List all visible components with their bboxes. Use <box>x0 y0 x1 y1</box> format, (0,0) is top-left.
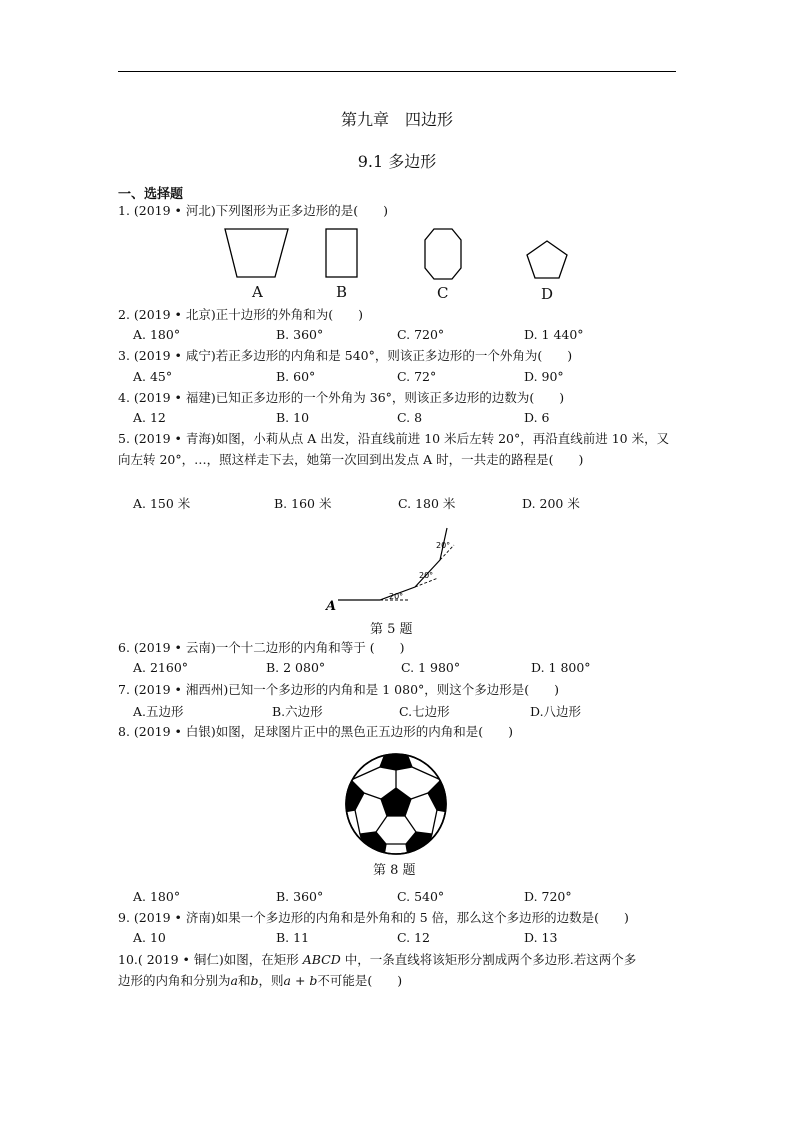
point-a-label: A <box>326 599 337 614</box>
q2-options <box>133 327 678 345</box>
question-8: 8. (2019 • 白银)如图，足球图片正中的黑色正五边形的内角和是( ) <box>118 724 514 739</box>
section-heading: 一、选择题 <box>118 187 184 202</box>
q1-shapes-figure <box>215 222 575 304</box>
option-c: C. 540° <box>397 889 445 904</box>
question-9: 9. (2019 • 济南)如果一个多边形的内角和是外角和的 5 倍，那么这个多边形的边数是( ) <box>118 910 629 925</box>
option-b: B. 360° <box>276 889 324 904</box>
q5-path-figure <box>320 520 460 615</box>
q4-options <box>133 410 678 428</box>
question-5: 5. (2019 • 青海)如图，小莉从点 A 出发，沿直线前进 10 米后左转 20°，再沿直线前进 10 米，又向左转 20°，…，照这样走下去，她第一次回到出发点 A 时，一共走的路程是( ) <box>118 431 670 467</box>
option-b: B. 60° <box>276 369 316 384</box>
angle-label-1: 20° <box>389 592 404 601</box>
angle-label-2: 20° <box>419 571 434 580</box>
option-c: C.七边形 <box>399 704 450 719</box>
option-b: B. 2 080° <box>266 660 326 675</box>
q5-options <box>133 494 678 512</box>
q7-options <box>133 702 678 720</box>
option-c: C. 720° <box>397 327 445 342</box>
q6-options <box>133 660 678 678</box>
option-d: D. 13 <box>524 930 558 945</box>
option-b: B. 360° <box>276 327 324 342</box>
octagon-shape <box>425 229 461 279</box>
option-c: C. 72° <box>397 369 437 384</box>
q1-label-a: A <box>252 283 263 301</box>
option-a: A. 2160° <box>133 660 189 675</box>
q10-text-4: 和 <box>237 973 251 988</box>
option-a: A. 45° <box>133 369 173 384</box>
option-a: A. 12 <box>133 410 166 425</box>
option-d: D. 90° <box>524 369 564 384</box>
q10-text-6: 不可能是( ) <box>317 973 403 988</box>
question-1: 1. (2019 • 河北)下列图形为正多边形的是( ) <box>118 203 389 218</box>
angle-label-3: 20° <box>436 541 451 550</box>
option-c: C. 180 米 <box>398 496 456 511</box>
q8-options <box>133 889 678 907</box>
section-title: 9.1 多边形 <box>357 152 437 171</box>
question-6: 6. (2019 • 云南)一个十二边形的内角和等于 ( ) <box>118 640 405 655</box>
pentagon-shape <box>527 241 567 278</box>
option-b: B. 10 <box>276 410 310 425</box>
option-b: B.六边形 <box>272 704 323 719</box>
option-c: C. 12 <box>397 930 430 945</box>
chapter-title: 第九章 四边形 <box>340 110 453 129</box>
option-d: D. 200 米 <box>522 496 580 511</box>
question-10-line-1 <box>118 951 678 969</box>
header-rule <box>118 71 676 72</box>
option-d: D. 6 <box>524 410 550 425</box>
option-d: D. 1 440° <box>524 327 584 342</box>
question-4: 4. (2019 • 福建)已知正多边形的一个外角为 36°，则该正多边形的边数为( ) <box>118 390 565 405</box>
option-a: A. 180° <box>133 327 181 342</box>
option-a: A. 180° <box>133 889 181 904</box>
q3-options <box>133 369 678 387</box>
q1-label-d: D <box>541 285 554 303</box>
var-b: b <box>250 973 259 988</box>
option-d: D.八边形 <box>530 704 582 719</box>
walking-path <box>338 528 447 600</box>
q9-options <box>133 930 678 948</box>
option-a: A. 10 <box>133 930 166 945</box>
q10-text-1: 10.( 2019 • 铜仁)如图，在矩形 <box>118 952 303 967</box>
q5-figure-caption: 第 5 题 <box>370 622 413 637</box>
option-c: C. 8 <box>397 410 423 425</box>
q1-label-b: B <box>336 283 348 301</box>
option-a: A. 150 米 <box>133 496 191 511</box>
option-b: B. 11 <box>276 930 310 945</box>
var-a: a <box>230 973 238 988</box>
option-b: B. 160 米 <box>274 496 332 511</box>
question-7: 7. (2019 • 湘西州)已知一个多边形的内角和是 1 080°，则这个多边形是( ) <box>118 682 560 697</box>
q1-label-c: C <box>437 284 449 302</box>
q10-text-3: 边形的内角和分别为 <box>118 973 231 988</box>
trapezoid-shape <box>225 229 288 277</box>
q8-figure-caption: 第 8 题 <box>373 863 416 878</box>
var-sum: a + b <box>283 973 318 988</box>
rectangle-shape <box>326 229 357 277</box>
option-a: A.五边形 <box>133 704 184 719</box>
option-d: D. 1 800° <box>531 660 591 675</box>
q10-text-2: 中，一条直线将该矩形分割成两个多边形.若这两个多 <box>340 952 637 967</box>
question-2: 2. (2019 • 北京)正十边形的外角和为( ) <box>118 307 364 322</box>
option-d: D. 720° <box>524 889 572 904</box>
option-c: C. 1 980° <box>401 660 461 675</box>
q10-text-5: ，则 <box>258 973 284 988</box>
question-3: 3. (2019 • 咸宁)若正多边形的内角和是 540°，则该正多边形的一个外角为( ) <box>118 348 573 363</box>
rectangle-name: ABCD <box>302 952 341 967</box>
question-10-line-2 <box>118 972 678 990</box>
soccer-ball-figure <box>344 752 448 856</box>
